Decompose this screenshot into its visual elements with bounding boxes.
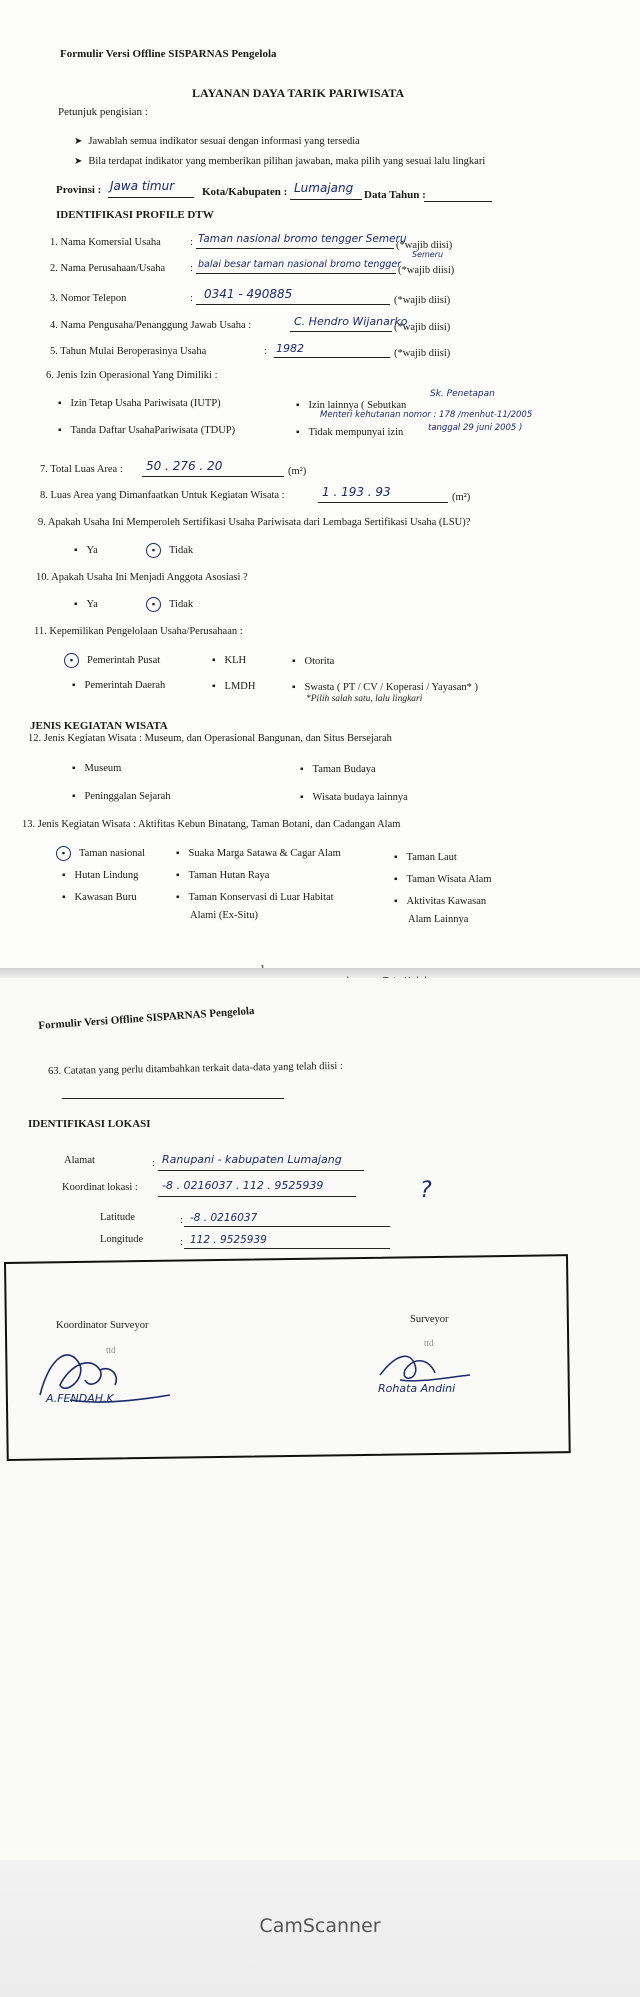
camscanner-watermark: CamScanner (259, 1915, 381, 1937)
provinsi-label: Provinsi : (56, 184, 102, 196)
q9-option-tidak: ▪ Tidak (146, 543, 193, 558)
q10-label: 10. Apakah Usaha Ini Menjadi Anggota Asosiasi ? (36, 572, 248, 583)
q6-other-value: Sk. Penetapan (430, 389, 495, 399)
q2-label: 2. Nama Perusahaan/Usaha (50, 263, 166, 274)
section-profile: IDENTIFIKASI PROFILE DTW (56, 209, 214, 221)
q13-option-hutan-lindung: ▪ Hutan Lindung (62, 870, 138, 881)
alamat-label: Alamat (64, 1155, 95, 1166)
q6-option-tdup: ▪ Tanda Daftar UsahaPariwisata (TDUP) (58, 425, 235, 436)
koordinat-value: -8 . 0216037 . 112 . 9525939 (162, 1179, 324, 1192)
alamat-value: Ranupani - kabupaten Lumajang (162, 1153, 342, 1166)
section-jenis: JENIS KEGIATAN WISATA (30, 720, 168, 732)
q2-required: (*wajib diisi) (398, 265, 455, 276)
q7-value: 50 . 276 . 20 (146, 459, 223, 473)
q11-option-otorita: ▪ Otorita (292, 656, 334, 667)
q6-option-none: ▪ Tidak mempunyai izin (296, 427, 403, 438)
koordinator-ttd: ttd (106, 1345, 116, 1355)
document-page-1: Formulir Versi Offline SISPARNAS Pengelola LAYANAN DAYA TARIK PARIWISATA Petunjuk pengisian : ➤ Jawablah semua indikator sesuai dengan informasi yang tersedia ➤ Bila terdapat indikator yang memberikan pilihan jawaban, maka pilih yang sesuai lalu lingkari Provinsi : Jawa timur Kota/Kabupaten : Lumajang Data Tahun : IDENTIFIKASI PROFILE DTW 1. Nama Komersial Usaha : Taman nasional bromo tengger Semeru (*wajib diisi) 2. Nama Perusahaan/Usaha : balai besar taman nasional bromo tengger Semeru (*wajib diisi) 3. Nomor Telepon : 0341 - 490885 (*wajib diisi) 4. Nama Pengusaha/Penanggung Jawab Usaha : C. Hendro Wijanarko (*wajib diisi) 5. Tahun Mulai Beroperasinya Usaha : 1982 (*wajib diisi) 6. Jenis Izin Operasional Yang Dimiliki : ▪ Izin Tetap Usaha Pariwisata (IUTP) ▪ Izin lainnya ( Sebutkan Sk. Penetapan Menteri kehutanan nomor : 178 /menhut-11/2005 ▪ Tanda Daftar UsahaPariwisata (TDUP) ▪ Tidak mempunyai izin tanggal 29 juni 2005 ) 7. Total Luas Area : 50 . 276 . 20 (m²) 8. Luas Area yang Dimanfaatkan Untuk Kegiatan Wisata : 1 . 193 . 93 (m²) 9. Apakah Usaha Ini Memperoleh Sertifikasi Usaha Pariwisata dari Lembaga Sertifikasi Usaha (LSU)? ▪ Ya ▪ Tidak 10. Apakah Usaha Ini Menjadi Anggota Asosiasi ? ▪ Ya ▪ Tidak 11. Kepemilikan Pengelolaan Usaha/Perusahaan : ▪ Pemerintah Pusat ▪ KLH ▪ Otorita ▪ Pemerintah Daerah ▪ LMDH ▪ Swasta ( PT / CV / Koperasi / Yayasan* ) *Pilih salah satu, lalu lingkari JENIS KEGIATAN WISATA 12. Jenis Kegiatan Wisata : Museum, dan Operasional Bangunan, dan Situs Bersejarah ▪ Museum ▪ Taman Budaya ▪ Peninggalan Sejarah ▪ Wisata budaya lainnya 13. Jenis Kegiatan Wisata : Aktifitas Kebun Binatang, Taman Botani, dan Cadangan Alam ▪ Taman nasional ▪ Hutan Lindung ▪ Kawasan Buru ▪ Suaka Marga Satawa & Cagar Alam ▪ Taman Hutan Raya ▪ Taman Konservasi di Luar Habitat Alami (Ex-Situ) ▪ Taman Laut ▪ Taman Wisata Alam ▪ Aktivitas Kawasan Alam Lainnya (0, 0, 640, 968)
latitude-value: -8 . 0216037 (190, 1212, 258, 1224)
q13-option-suaka: ▪ Suaka Marga Satawa & Cagar Alam (176, 848, 341, 859)
longitude-label: Longitude (100, 1234, 144, 1245)
kota-value: Lumajang (294, 181, 354, 195)
q8-unit: (m²) (452, 492, 471, 503)
instruction-2: ➤ Bila terdapat indikator yang memberikan pilihan jawaban, maka pilih yang sesuai lalu lingkari (74, 156, 486, 167)
koordinator-name: A.FENDAH.K (46, 1392, 114, 1405)
q6-other-value-3: tanggal 29 juni 2005 ) (428, 423, 523, 433)
q10-option-ya: ▪ Ya (74, 599, 98, 610)
q11-note: *Pilih salah satu, lalu lingkari (306, 694, 423, 704)
q6-option-other: ▪ Izin lainnya ( Sebutkan (296, 400, 406, 411)
selected-circle-icon: ▪ (64, 653, 79, 668)
surveyor-label: Surveyor (410, 1314, 449, 1325)
q13-label: 13. Jenis Kegiatan Wisata : Aktifitas Kebun Binatang, Taman Botani, dan Cadangan Alam (22, 819, 401, 830)
q13-option-taman-nasional: ▪ Taman nasional (56, 846, 145, 861)
q11-label: 11. Kepemilikan Pengelolaan Usaha/Perusahaan : (34, 626, 243, 637)
section-lokasi: IDENTIFIKASI LOKASI (28, 1118, 151, 1130)
longitude-value: 112 . 9525939 (190, 1234, 267, 1246)
q12-label: 12. Jenis Kegiatan Wisata : Museum, dan Operasional Bangunan, dan Situs Bersejarah (28, 733, 392, 744)
latitude-label: Latitude (100, 1212, 135, 1223)
q11-option-daerah: ▪ Pemerintah Daerah (72, 680, 165, 691)
q13-option-konservasi-2: Alami (Ex-Situ) (190, 910, 258, 921)
koordinat-label: Koordinat lokasi : (62, 1182, 138, 1193)
instruction-1: ➤ Jawablah semua indikator sesuai dengan informasi yang tersedia (74, 136, 360, 147)
page-header: Formulir Versi Offline SISPARNAS Pengelola (60, 48, 277, 60)
q7-label: 7. Total Luas Area : (40, 464, 123, 475)
q4-required: (*wajib diisi) (394, 322, 451, 333)
q2-value-extra: Semeru (412, 250, 444, 259)
q9-label: 9. Apakah Usaha Ini Memperoleh Sertifikasi Usaha Pariwisata dari Lembaga Sertifikasi Usaha (LSU)? (38, 517, 471, 528)
q8-value: 1 . 193 . 93 (322, 485, 391, 499)
instructions-label: Petunjuk pengisian : (58, 106, 148, 118)
q5-value: 1982 (276, 342, 304, 355)
q8-label: 8. Luas Area yang Dimanfaatkan Untuk Kegiatan Wisata : (40, 490, 285, 501)
q13-option-kawasan-buru: ▪ Kawasan Buru (62, 892, 137, 903)
selected-circle-icon: ▪ (146, 543, 161, 558)
q11-option-klh: ▪ KLH (212, 655, 246, 666)
q12-option-taman-budaya: ▪ Taman Budaya (300, 764, 376, 775)
q12-option-sejarah: ▪ Peninggalan Sejarah (72, 791, 171, 802)
q13-option-konservasi: ▪ Taman Konservasi di Luar Habitat (176, 892, 334, 903)
arrow-icon: ➤ (74, 156, 83, 167)
q6-other-value-2: Menteri kehutanan nomor : 178 /menhut-11/2005 (320, 410, 533, 420)
selected-circle-icon: ▪ (56, 846, 71, 861)
q6-option-iutp: ▪ Izin Tetap Usaha Pariwisata (IUTP) (58, 398, 221, 409)
q13-option-tahura: ▪ Taman Hutan Raya (176, 870, 269, 881)
q12-option-budaya-lainnya: ▪ Wisata budaya lainnya (300, 792, 408, 803)
q4-value: C. Hendro Wijanarko (294, 315, 408, 328)
kota-label: Kota/Kabupaten : (202, 186, 288, 198)
form-title: LAYANAN DAYA TARIK PARIWISATA (192, 86, 405, 100)
surveyor-ttd: ttd (424, 1338, 434, 1348)
q7-unit: (m²) (288, 466, 307, 477)
koordinator-label: Koordinator Surveyor (56, 1320, 149, 1331)
provinsi-value: Jawa timur (110, 179, 175, 193)
q13-option-aktivitas-2: Alam Lainnya (408, 914, 469, 925)
selected-circle-icon: ▪ (146, 597, 161, 612)
q5-label: 5. Tahun Mulai Beroperasinya Usaha (50, 346, 207, 357)
q5-required: (*wajib diisi) (394, 348, 451, 359)
q3-required: (*wajib diisi) (394, 295, 451, 306)
q1-required: (*wajib diisi) (396, 240, 453, 251)
question-mark-note: ? (420, 1178, 432, 1203)
tahun-label: Data Tahun : (364, 189, 426, 201)
q13-option-aktivitas: ▪ Aktivitas Kawasan (394, 896, 486, 907)
q11-option-pusat: ▪ Pemerintah Pusat (64, 653, 160, 668)
q63-label: 63. Catatan yang perlu ditambahkan terkait data-data yang telah diisi : (48, 1060, 343, 1077)
q10-option-tidak: ▪ Tidak (146, 597, 193, 612)
q9-option-ya: ▪ Ya (74, 545, 98, 556)
q3-label: 3. Nomor Telepon (50, 293, 127, 304)
q11-option-swasta: ▪ Swasta ( PT / CV / Koperasi / Yayasan* ) (292, 682, 478, 693)
q3-value: 0341 - 490885 (204, 287, 293, 301)
surveyor-name: Rohata Andini (378, 1382, 456, 1395)
q2-value: balai besar taman nasional bromo tengger (198, 259, 402, 270)
q4-label: 4. Nama Pengusaha/Penanggung Jawab Usaha : (50, 320, 252, 331)
q1-value: Taman nasional bromo tengger Semeru (198, 233, 407, 245)
q11-option-lmdh: ▪ LMDH (212, 681, 255, 692)
page2-header: Formulir Versi Offline SISPARNAS Pengelola (38, 1004, 255, 1032)
q6-label: 6. Jenis Izin Operasional Yang Dimiliki : (46, 370, 218, 381)
arrow-icon: ➤ (74, 136, 83, 147)
q1-label: 1. Nama Komersial Usaha (50, 237, 161, 248)
q12-option-museum: ▪ Museum (72, 763, 121, 774)
q13-option-twa: ▪ Taman Wisata Alam (394, 874, 492, 885)
q13-option-taman-laut: ▪ Taman Laut (394, 852, 457, 863)
